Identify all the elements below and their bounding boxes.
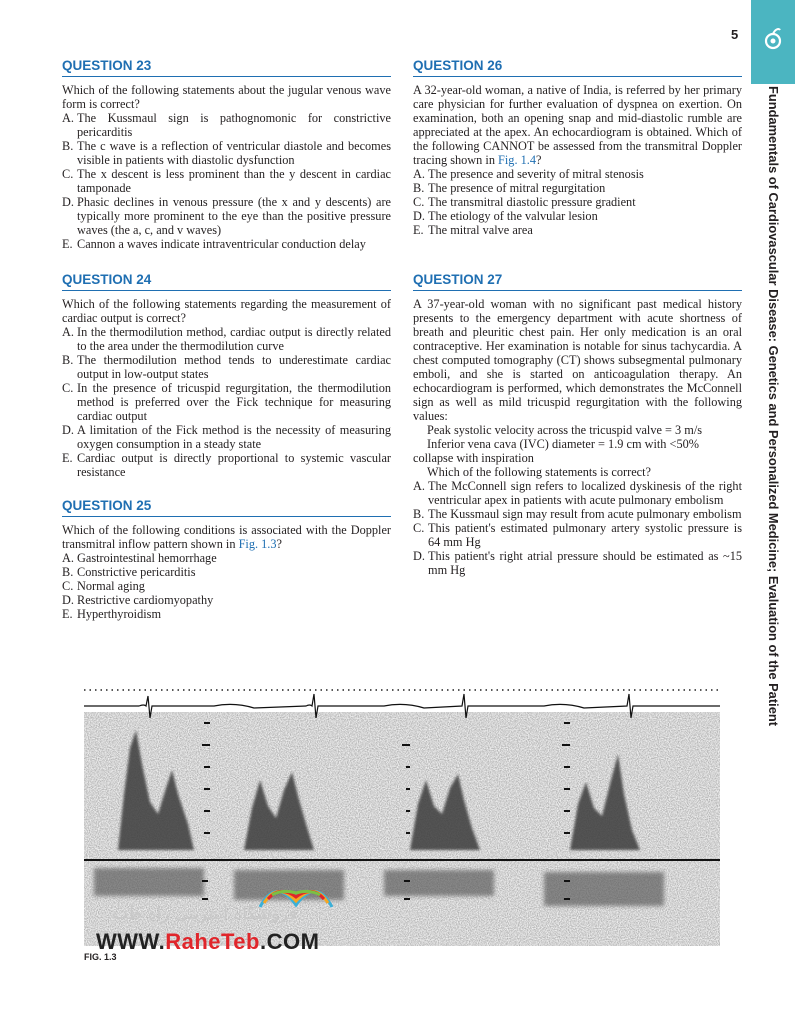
answer-option	[413, 507, 742, 521]
option-text: The presence and severity of mitral stenosis	[428, 167, 644, 181]
option-text: Hyperthyroidism	[77, 607, 162, 621]
option-letter: E.	[413, 223, 424, 237]
question-heading: QUESTION 26	[413, 58, 742, 77]
option-letter: D.	[413, 209, 425, 223]
option-text: A limitation of the Fick method is the necessity of measuring oxygen consumption in a steady state	[77, 423, 391, 451]
option-letter: A.	[413, 479, 425, 493]
answer-option	[62, 579, 391, 593]
option-letter: A.	[62, 325, 74, 339]
answer-option	[62, 195, 391, 237]
stem-end: ?	[535, 153, 542, 167]
page-number: 5	[731, 27, 739, 42]
stem-end: ?	[276, 537, 282, 551]
answer-option	[62, 551, 391, 565]
answer-option	[413, 479, 742, 507]
option-text: The presence of mitral regurgitation	[428, 181, 606, 195]
option-text: This patient's right atrial pressure should be estimated as ~15 mm Hg	[428, 549, 742, 577]
option-text: Normal aging	[77, 579, 145, 593]
option-text: The mitral valve area	[428, 223, 533, 237]
answer-option	[413, 521, 742, 549]
option-text: Restrictive cardiomyopathy	[77, 593, 214, 607]
option-letter: C.	[62, 167, 74, 181]
answer-option	[413, 195, 742, 209]
side-chapter-title-text: Fundamentals of Cardiovascular Disease: Genetics and Personalized Medicine; Evaluation of the Patient	[766, 86, 780, 713]
url-brand: RaheTeb	[165, 929, 260, 954]
option-letter: D.	[413, 549, 425, 563]
answer-option	[413, 549, 742, 577]
question-stem: Which of the following statements about the jugular venous wave form is correct?	[62, 83, 391, 111]
answer-option	[62, 167, 391, 195]
answer-option	[413, 209, 742, 223]
answer-option	[413, 223, 742, 237]
option-letter: E.	[62, 237, 73, 251]
chapter-tab	[751, 0, 795, 84]
option-text: Gastrointestinal hemorrhage	[77, 551, 217, 565]
tr-velocity-value: Peak systolic velocity across the tricuspid valve = 3 m/s	[427, 423, 703, 437]
answer-option	[62, 451, 391, 479]
answer-option	[62, 139, 391, 167]
answer-option	[62, 325, 391, 353]
url-suffix: .COM	[259, 929, 320, 954]
question-heading: QUESTION 25	[62, 498, 391, 517]
stem-text: Which of the following conditions is associated with the Doppler transmitral inflow pattern shown in	[62, 523, 391, 551]
answer-option	[62, 607, 391, 621]
question-stem: Which of the following statements regarding the measurement of cardiac output is correct?	[62, 297, 391, 325]
stem-text: A 32-year-old woman, a native of India, is referred by her primary care physician for further evaluation of dyspnea on exertion. On examination, both an opening snap and mid-diastolic rumble are appreciated at the apex. An echocardiogram is obtained. Which of the following CANNOT be assessed from the transmitral Doppler tracing shown in	[413, 83, 742, 167]
ivc-diameter-text: Inferior vena cava (IVC) diameter = 1.9 cm with <50% collapse with inspiration	[413, 437, 700, 465]
url-prefix: WWW.	[96, 929, 166, 954]
question-23	[62, 58, 391, 251]
option-letter: B.	[413, 181, 425, 195]
option-letter: A.	[413, 167, 425, 181]
watermark	[96, 865, 356, 965]
answer-option	[62, 111, 391, 139]
option-text: This patient's estimated pulmonary artery systolic pressure is 64 mm Hg	[428, 521, 742, 549]
option-text: In the thermodilution method, cardiac output is directly related to the area under the thermodilution curve	[77, 325, 391, 353]
ivc-diameter-value	[413, 437, 742, 465]
figure-link[interactable]: Fig. 1.4	[498, 153, 536, 167]
option-text: The McConnell sign refers to localized dyskinesis of the right ventricular apex in patients with acute pulmonary embolism	[428, 479, 742, 507]
option-letter: B.	[62, 565, 74, 579]
question-stem	[62, 523, 391, 551]
question-26	[413, 58, 742, 237]
question-25	[62, 498, 391, 621]
option-letter: C.	[62, 381, 74, 395]
answer-option	[62, 565, 391, 579]
option-letter: A.	[62, 551, 74, 565]
option-letter: E.	[62, 451, 73, 465]
option-text: Constrictive pericarditis	[77, 565, 196, 579]
option-text: Cannon a waves indicate intraventricular conduction delay	[77, 237, 366, 251]
question-prompt: Which of the following statements is correct?	[427, 465, 652, 479]
answer-option	[62, 593, 391, 607]
answer-option	[62, 381, 391, 423]
figure-link[interactable]: Fig. 1.3	[238, 537, 277, 551]
question-heading: QUESTION 27	[413, 272, 742, 291]
option-text: The transmitral diastolic pressure gradient	[428, 195, 636, 209]
question-27	[413, 272, 742, 577]
watermark-url	[96, 929, 320, 954]
chapter-logo-icon	[763, 26, 783, 52]
option-text: The Kussmaul sign may result from acute pulmonary embolism	[428, 507, 742, 521]
answer-option	[62, 353, 391, 381]
option-text: The x descent is less prominent than the y descent in cardiac tamponade	[77, 167, 391, 195]
question-stem: A 37-year-old woman with no significant past medical history presents to the emergency department with acute shortness of breath and pleuritic chest pain. Her only medication is an oral contraceptive. Her examination is notable for sinus tachycardia. A chest computed tomography (CT) shows subsegmental pulmonary emboli, and she is started on anticoagulation therapy. An echocardiogram is performed, which demonstrates the McConnell sign as well as mild tricuspid regurgitation with the following values:	[413, 297, 742, 423]
question-heading: QUESTION 23	[62, 58, 391, 77]
question-heading: QUESTION 24	[62, 272, 391, 291]
question-stem	[413, 83, 742, 167]
side-chapter-title	[758, 86, 788, 736]
option-text: The etiology of the valvular lesion	[428, 209, 598, 223]
option-text: The c wave is a reflection of ventricular diastole and becomes visible in patients with diastolic dysfunction	[77, 139, 391, 167]
option-letter: E.	[62, 607, 73, 621]
option-letter: A.	[62, 111, 74, 125]
answer-option	[62, 423, 391, 451]
option-text: In the presence of tricuspid regurgitation, the thermodilution method is preferred over the Fick technique for measuring cardiac output	[77, 381, 391, 423]
option-letter: C.	[413, 195, 425, 209]
answer-option	[62, 237, 391, 251]
option-letter: D.	[62, 593, 74, 607]
figure-caption: FIG. 1.3	[84, 952, 117, 962]
option-letter: C.	[413, 521, 425, 535]
option-text: The Kussmaul sign is pathognomonic for constrictive pericarditis	[77, 111, 391, 139]
option-letter: B.	[413, 507, 425, 521]
question-24	[62, 272, 391, 479]
option-letter: D.	[62, 195, 74, 209]
option-letter: D.	[62, 423, 74, 437]
option-letter: B.	[62, 139, 74, 153]
option-text: Phasic declines in venous pressure (the x and y descents) are typically more prominent to the eye than the positive pressure waves (the a, c, and v waves)	[77, 195, 391, 237]
option-text: Cardiac output is directly proportional to systemic vascular resistance	[77, 451, 391, 479]
answer-option	[413, 167, 742, 181]
option-letter: C.	[62, 579, 74, 593]
option-letter: B.	[62, 353, 74, 367]
watermark-persian-text: فروشگاه اینترنتی راه طب	[112, 904, 297, 924]
option-text: The thermodilution method tends to underestimate cardiac output in low-output states	[77, 353, 391, 381]
answer-option	[413, 181, 742, 195]
